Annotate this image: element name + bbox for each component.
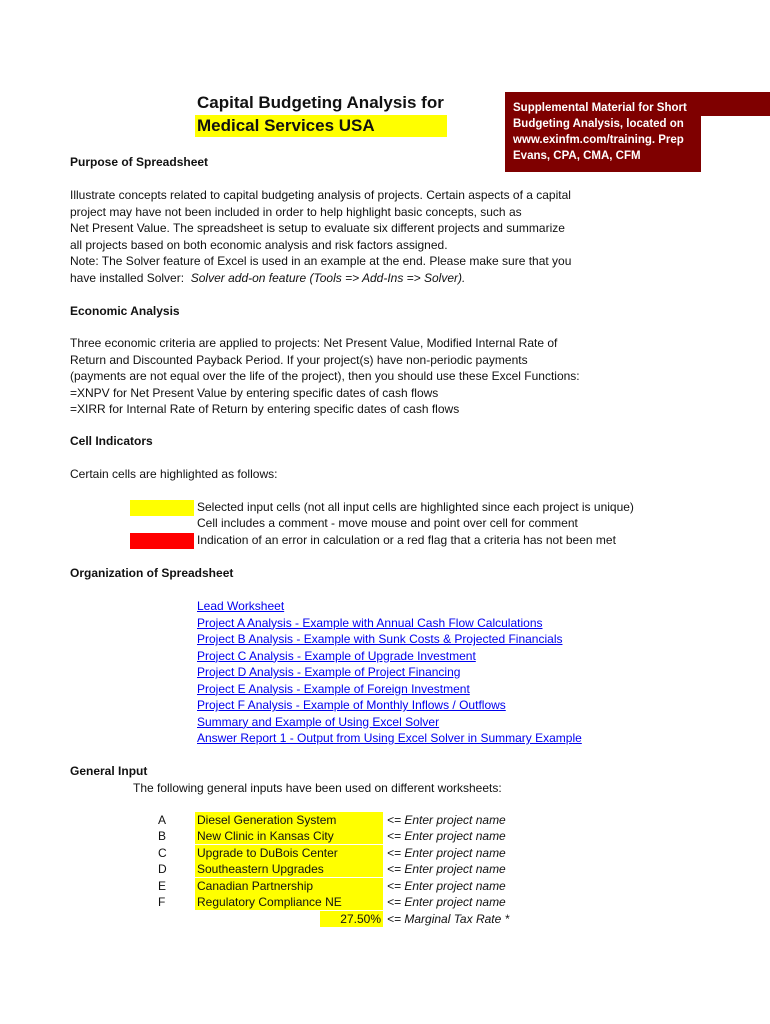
purpose-line-solver [70,270,571,287]
supplemental-line: www.exinfm.com/training. Prep [513,134,684,146]
tax-rate-input[interactable]: 27.50% [320,911,383,927]
project-note: <= Enter project name [387,813,506,827]
purpose-line: Illustrate concepts related to capital budgeting analysis of projects. Certain aspects of a capital [70,188,571,202]
supplemental-line: Supplemental Material for Short [513,102,687,114]
general-input-heading: General Input [70,764,148,778]
link-project-a[interactable]: Project A Analysis - Example with Annual Cash Flow Calculations [197,615,543,630]
title-line-2: Medical Services USA [195,115,447,137]
indicators-intro: Certain cells are highlighted as follows: [70,467,278,481]
purpose-line: project may have not been included in order to help highlight basic concepts, such as [70,204,522,219]
supplemental-bar [701,92,770,116]
economic-text [70,335,580,418]
solver-prefix: have installed Solver: [70,270,185,285]
supplemental-note [505,92,701,172]
worksheet-links [197,598,582,747]
project-letter: D [158,862,167,876]
economic-line: =XIRR for Internal Rate of Return by entering specific dates of cash flows [70,402,460,416]
link-lead-worksheet[interactable]: Lead Worksheet [197,599,285,613]
organization-heading: Organization of Spreadsheet [70,566,234,580]
project-name-input[interactable]: Regulatory Compliance NE [195,894,383,910]
general-input-intro: The following general inputs have been used on different worksheets: [133,781,502,795]
indicator-text-comment: Cell includes a comment - move mouse and point over cell for comment [197,516,578,530]
project-note: <= Enter project name [387,895,506,909]
economic-heading: Economic Analysis [70,304,180,318]
economic-line: =XNPV for Net Present Value by entering specific dates of cash flows [70,385,439,400]
link-project-c[interactable]: Project C Analysis - Example of Upgrade Investment [197,648,476,663]
project-name-input[interactable]: Southeastern Upgrades [195,861,383,877]
link-project-f[interactable]: Project F Analysis - Example of Monthly Inflows / Outflows [197,698,506,712]
project-name-input[interactable]: Canadian Partnership [195,878,383,894]
project-name-input[interactable]: New Clinic in Kansas City [195,828,383,844]
project-letter: E [158,879,167,893]
purpose-line: Note: The Solver feature of Excel is used in an example at the end. Please make sure that you [70,254,572,268]
purpose-heading: Purpose of Spreadsheet [70,155,209,169]
link-answer-report[interactable]: Answer Report 1 - Output from Using Excel Solver in Summary Example [197,731,582,745]
link-summary-solver[interactable]: Summary and Example of Using Excel Solver [197,714,440,729]
indicator-text-input: Selected input cells (not all input cells are highlighted since each project is unique) [197,500,634,514]
link-project-b[interactable]: Project B Analysis - Example with Sunk Costs & Projected Financials [197,632,563,646]
link-project-e[interactable]: Project E Analysis - Example of Foreign Investment [197,681,470,696]
supplemental-line: Evans, CPA, CMA, CFM [513,150,641,162]
project-name-input[interactable]: Upgrade to DuBois Center [195,845,383,861]
supplemental-line: Budgeting Analysis, located on [513,118,684,130]
indicator-text-error: Indication of an error in calculation or a red flag that a criteria has not been met [197,533,616,547]
economic-line: Three economic criteria are applied to projects: Net Present Value, Modified Internal Rate of [70,336,558,350]
project-name-input[interactable]: Diesel Generation System [195,812,383,828]
red-swatch [130,533,194,549]
project-letter: C [158,846,167,860]
purpose-text [70,187,571,286]
purpose-line: Net Present Value. The spreadsheet is setup to evaluate six different projects and summarize [70,221,565,235]
project-letter: F [158,895,166,909]
solver-instruction: Solver add-on feature (Tools => Add-Ins => Solver). [190,270,466,285]
project-note: <= Enter project name [387,879,506,893]
project-note: <= Enter project name [387,829,506,843]
purpose-line: all projects based on both economic analysis and risk factors assigned. [70,237,448,252]
project-note: <= Enter project name [387,846,506,860]
project-note: <= Enter project name [387,862,506,876]
yellow-swatch [130,500,194,516]
link-project-d[interactable]: Project D Analysis - Example of Project Financing [197,665,461,679]
title-line-1: Capital Budgeting Analysis for [197,93,444,112]
indicators-heading: Cell Indicators [70,434,153,448]
project-letter: B [158,829,167,843]
economic-line: Return and Discounted Payback Period. If your project(s) have non-periodic payments [70,352,528,367]
tax-rate-note: <= Marginal Tax Rate * [387,912,510,926]
project-letter: A [158,813,167,827]
economic-line: (payments are not equal over the life of the project), then you should use these Excel Functions: [70,369,580,383]
